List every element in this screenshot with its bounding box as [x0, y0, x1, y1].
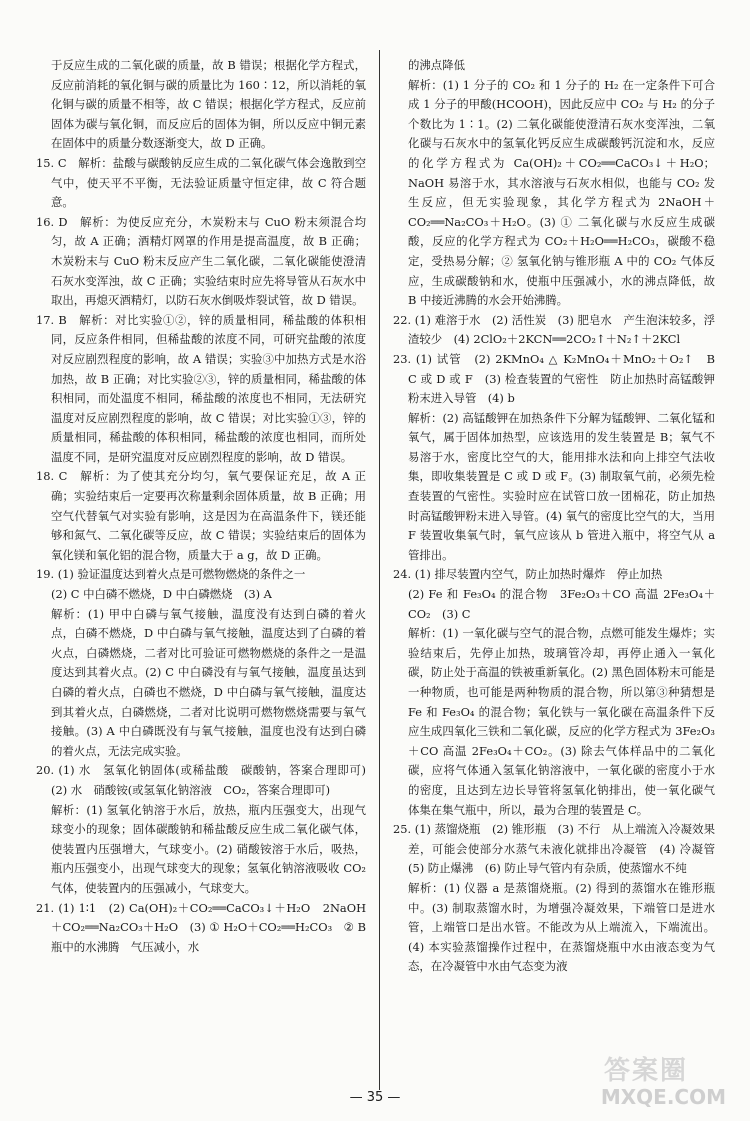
answer-25: 25. (1) 蒸馏烧瓶 (2) 锥形瓶 (3) 不行 从上端流入冷凝效果差，可能会使部分水蒸气未液化就排出冷凝管 (4) 冷凝管 (5) 防止爆沸 (6) 防止导气管内有杂质，使蒸馏水不纯: [393, 822, 727, 876]
answer-20: 20. (1) 水 氢氧化钠固体(或稀盐酸 碳酸钠，答案合理即可) (2) 水 硝酸铵(或氢氧化钠溶液 CO₂，答案合理即可): [36, 763, 378, 797]
left-column: [36, 56, 378, 957]
answer-24-explanation: 解析：(1) 一氧化碳与空气的混合物，点燃可能发生爆炸；实验结束后，先停止加热，玻璃管冷却，再停止通入一氧化碳，防止处于高温的铁被重新氧化。(2) 黑色固体粉末可能是一种物质，也可能是两种物质的混合物，所以第③种猜想是 Fe 和 Fe₃O₄ 的混合物；氧化铁与一氧化碳在高温条件下反应生成四氧化三铁和二氧化碳，反应的化学方程式为 3Fe₂O₃＋CO 高温 2Fe₃O₄＋CO₂。(3) 除去气体样品中的二氧化碳，应将气体通入氢氧化钠溶液中，一氧化碳的密度小于水的密度，且达到左边长导管将氢氧化钠排出，使一氧化碳气体集在集气瓶中，所以，最为合理的装置是 C。: [408, 626, 715, 817]
answer-14-continued: 于反应生成的二氧化碳的质量，故 B 错误；根据化学方程式，反应前消耗的氧化铜与碳的质量比为 160∶12，所以消耗的氧化铜与碳的质量不相等，故 C 错误；根据化学方程式，反应前固体为碳与氧化铜，而反应后的固体为铜，所以反应中铜元素在固体中的质量分数逐渐变大，故 D 正确。: [51, 58, 366, 151]
column-divider: [379, 50, 380, 1090]
answer-21-continued: 的沸点降低: [408, 58, 465, 72]
answer-19-explanation: 解析：(1) 甲中白磷与氧气接触，温度没有达到白磷的着火点，白磷不燃烧，D 中白磷与氧气接触，温度达到了白磷的着火点，白磷燃烧，二者对比可验证可燃物燃烧的条件之一是温度达到其着火点。(2) C 中白磷没有与氧气接触，温度虽达到白磷的着火点，白磷也不燃烧，D 中白磷与氧气接触，温度达到其着火点，白磷燃烧，二者对比说明可燃物燃烧需要与氧气接触。(3) A 中白磷既没有与氧气接触，温度也没有达到白磷的着火点，无法完成实验。: [51, 606, 366, 758]
answer-24-part2: (2) Fe 和 Fe₃O₄ 的混合物 3Fe₂O₃＋CO 高温 2Fe₃O₄＋CO₂ (3) C: [408, 587, 715, 621]
answer-20-explanation: 解析：(1) 氢氧化钠溶于水后，放热，瓶内压强变大，出现气球变小的现象；固体碳酸钠和稀盐酸反应生成二氧化碳气体，使装置内压强增大，气球变小。(2) 硝酸铵溶于水后，吸热，瓶内压强变小，出现气球变大的现象；氢氧化钠溶液吸收 CO₂ 气体，使装置内的压强减小，气球变大。: [51, 802, 366, 895]
answer-23-explanation: 解析：(2) 高锰酸钾在加热条件下分解为锰酸钾、二氧化锰和氧气，属于固体加热型，应该选用的发生装置是 B；氧气不易溶于水，密度比空气的大，能用排水法和向上排空气法收集，即收集装置是 C 或 D 或 F。(3) 制取氧气前，必须先检查装置的气密性。实验时应在试管口放一团棉花，防止加热时高锰酸钾粉末进入导管。(4) 氧气的密度比空气的大，当用 F 装置收集氧气时，氧气应该从 b 管进入瓶中，将空气从 a 管排出。: [408, 410, 715, 562]
answer-19-part2: (2) C 中白磷不燃烧，D 中白磷燃烧 (3) A: [51, 587, 272, 602]
answer-22: 22. (1) 难溶于水 (2) 活性炭 (3) 肥皂水 产生泡沫较多，浮渣较少 (4) 2ClO₂＋2KCN══2CO₂↑＋N₂↑＋2KCl: [393, 312, 715, 347]
watermark-site: MXQE.COM: [600, 1085, 726, 1109]
answer-23: 23. (1) 试管 (2) 2KMnO₄ △ K₂MnO₄＋MnO₂＋O₂↑ B C 或 D 或 F (3) 检查装置的气密性 防止加热时高锰酸钾粉末进入导管 (4) b: [393, 351, 727, 406]
answer-19-part1: 19. (1) 验证温度达到着火点是可燃物燃烧的条件之一: [36, 567, 306, 582]
answer-21-explanation: 解析：(1) 1 分子的 CO₂ 和 1 分子的 H₂ 在一定条件下可合成 1 分子的甲酸(HCOOH)，因此反应中 CO₂ 与 H₂ 的分子个数比为 1∶1。(2) 二氧化碳能使澄清石灰水变浑浊，二氧化碳与石灰水中的氢氧化钙反应生成碳酸钙沉淀和水，反应的化学方程式为 Ca(OH)₂＋CO₂══CaCO₃↓＋H₂O；NaOH 易溶于水，其水溶液与石灰水相似，也能与 CO₂ 发生反应，但无实验现象，其化学方程式为 2NaOH＋CO₂══Na₂CO₃＋H₂O。(3) ① 二氧化碳与水反应生成碳酸，反应的化学方程式为 CO₂＋H₂O══H₂CO₃，碳酸不稳定，受热易分解；② 氢氧化钠与锥形瓶 A 中的 CO₂ 气体反应，生成碳酸钠和水，使瓶中压强减小，水的沸点降低，故 B 中接近沸腾的水会开始沸腾。: [408, 77, 715, 308]
answer-17: 17. B 解析：对比实验①②，锌的质量相同，稀盐酸的体积相同，反应条件相同，但稀盐酸的浓度不同，可研究盐酸的浓度对反应剧烈程度的影响，故 A 错误；实验③中加热方式是水浴加热，故 B 正确；对比实验②③，锌的质量相同，稀盐酸的体积相同，而处温度不相同，稀盐酸的浓度也不相同，无法研究温度对反应剧烈程度的影响，故 C 错误；对比实验①③，锌的质量相同，稀盐酸的体积相同，稀盐酸的浓度也相同，而所处温度不同，是研究温度对反应剧烈程度的影响，故 D 错误。: [36, 312, 366, 464]
answer-18: 18. C 解析：为了使其充分均匀，氧气要保证充足，故 A 正确；实验结束后一定要再次称量剩余固体质量，故 B 正确；用空气代替氧气对实验有影响，这是因为在高温条件下，镁还能够和氮气、二氧化碳等反应，故 C 错误；实验结束后的固体为氧化镁和氧化铝的混合物，质量大于 a g，故 D 正确。: [36, 469, 366, 562]
answer-21: 21. (1) 1∶1 (2) Ca(OH)₂＋CO₂══CaCO₃↓＋H₂O 2NaOH＋CO₂══Na₂CO₃＋H₂O (3) ① H₂O＋CO₂══H₂CO₃ ② B 瓶中的水沸腾 气压减小，水: [36, 900, 366, 954]
answer-24-part1: 24. (1) 排尽装置内空气，防止加热时爆炸 停止加热: [393, 567, 663, 582]
answer-15: 15. C 解析：盐酸与碳酸钠反应生成的二氧化碳气体会逸散到空气中，使天平不平衡，无法验证质量守恒定律，故 C 符合题意。: [36, 155, 366, 210]
page-number: — 35 —: [349, 1090, 401, 1105]
answer-16: 16. D 解析：为使反应充分，木炭粉末与 CuO 粉末须混合均匀，故 A 正确；酒精灯网罩的作用是提高温度，故 B 正确；木炭粉末与 CuO 粉末反应产生二氧化碳，二氧化碳能使澄清石灰水变浑浊，故 C 正确；实验结束时应先将导管从石灰水中取出，再熄灭酒精灯，以防石灰水倒吸炸裂试管，故 D 错误。: [36, 214, 366, 308]
right-column: [393, 56, 727, 977]
answer-25-explanation: 解析：(1) 仪器 a 是蒸馏烧瓶。(2) 得到的蒸馏水在锥形瓶中。(3) 制取蒸馏水时，为增强冷凝效果，下端管口是进水管，上端管口是出水管。不能改为从上端流入，下端流出。(4) 本实验蒸馏操作过程中，在蒸馏烧瓶中水由液态变为气态，在冷凝管中水由气态变为液: [408, 880, 715, 974]
watermark-logo: 答案圈: [603, 1056, 688, 1086]
